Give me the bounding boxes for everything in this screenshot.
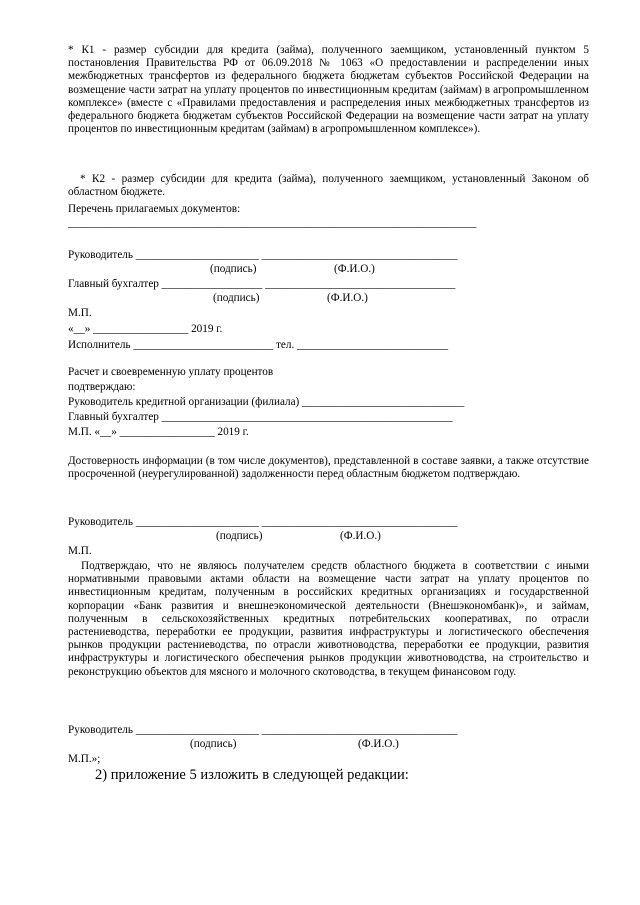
bank-confirm-line1: Расчет и своевременную уплату процентов (68, 366, 274, 378)
confirmation-statement: Подтверждаю, что не являюсь получателем средств областного бюджета в соответствии с иными нормативными правовыми актами области на возмещение части затрат на уплату процентов по инвестиционным кредитам, полученным в российских кредитных организациях и государственной корпорации «Банк развития и внешнеэкономической деятельности (Внешэкономбанк)», и займам, полученным в сельскохозяйственных кредитных потребительских кооперативах, по отрасли растениеводства, переработки ее продукции, развития инфраструктуры и логистического обеспечения рынков продукции растениеводства, по отрасли животноводства, переработки ее продукции, развития инфраструктуры и логистического обеспечения рынков продукции животноводства, на строительство и реконструкцию объектов для мясного и молочного скотоводства, в текущем финансовом году. (68, 560, 589, 678)
name-caption: (Ф.И.О.) (358, 738, 399, 750)
bank-accountant-line: Главный бухгалтер ____________________________________________________ (68, 411, 453, 423)
signature-caption: (подпись) (210, 263, 257, 275)
signature-caption: (подпись) (190, 738, 237, 750)
amendment-line: 2) приложение 5 изложить в следующей редакции: (95, 767, 409, 783)
head-signature-line: Руководитель ______________________ ___________________________________ (68, 516, 458, 528)
footnote-k1: * К1 - размер субсидии для кредита (займа), полученного заемщиком, установленный пунктом 5 постановления Правительства РФ от 06.09.2018 № 1063 «О предоставлении и распределении иных межбюджетных трансфертов из федерального бюджета бюджетам субъектов Российской Федерации на возмещение части затрат на уплату процентов по инвестиционным кредитам (займам) в агропромышленном комплексе» (вместе с «Правилами предоставления и распределения иных межбюджетных трансфертов из федерального бюджета бюджетам субъектов Российской Федерации на возмещение части затрат на уплату процентов по инвестиционным кредитам (займам) в агропромышленном комплексе»). (68, 44, 589, 136)
bank-head-line: Руководитель кредитной организации (филиала) _____________________________ (68, 396, 465, 408)
name-caption: (Ф.И.О.) (340, 530, 381, 542)
stamp-label: М.П. (68, 307, 92, 319)
reliability-statement: Достоверность информации (в том числе документов), представленной в составе заявки, а также отсутствие просроченной (неурегулированной) задолженности перед областным бюджетом подтверждаю. (68, 455, 589, 481)
footnote-k2: * К2 - размер субсидии для кредита (займа), полученного заемщиком, установленный Законом об областном бюджете. (68, 173, 589, 199)
head-signature-line: Руководитель ______________________ ___________________________________ (68, 724, 458, 736)
stamp-label: М.П.»; (68, 753, 101, 765)
bank-confirm-line2: подтверждаю: (68, 381, 136, 393)
executor-line: Исполнитель _________________________ тел. ___________________________ (68, 339, 449, 351)
attached-docs-label: Перечень прилагаемых документов: (68, 203, 241, 215)
accountant-signature-line: Главный бухгалтер __________________ __________________________________ (68, 278, 456, 290)
name-caption: (Ф.И.О.) (327, 292, 368, 304)
date-line: «__» _________________ 2019 г. (68, 323, 223, 335)
bank-date-line: М.П. «__» _________________ 2019 г. (68, 426, 249, 438)
stamp-label: М.П. (68, 545, 92, 557)
name-caption: (Ф.И.О.) (334, 263, 375, 275)
attached-docs-line: _________________________________________________________________________ (68, 217, 477, 229)
head-signature-line: Руководитель ______________________ ___________________________________ (68, 249, 458, 261)
signature-caption: (подпись) (213, 292, 260, 304)
signature-caption: (подпись) (216, 530, 263, 542)
